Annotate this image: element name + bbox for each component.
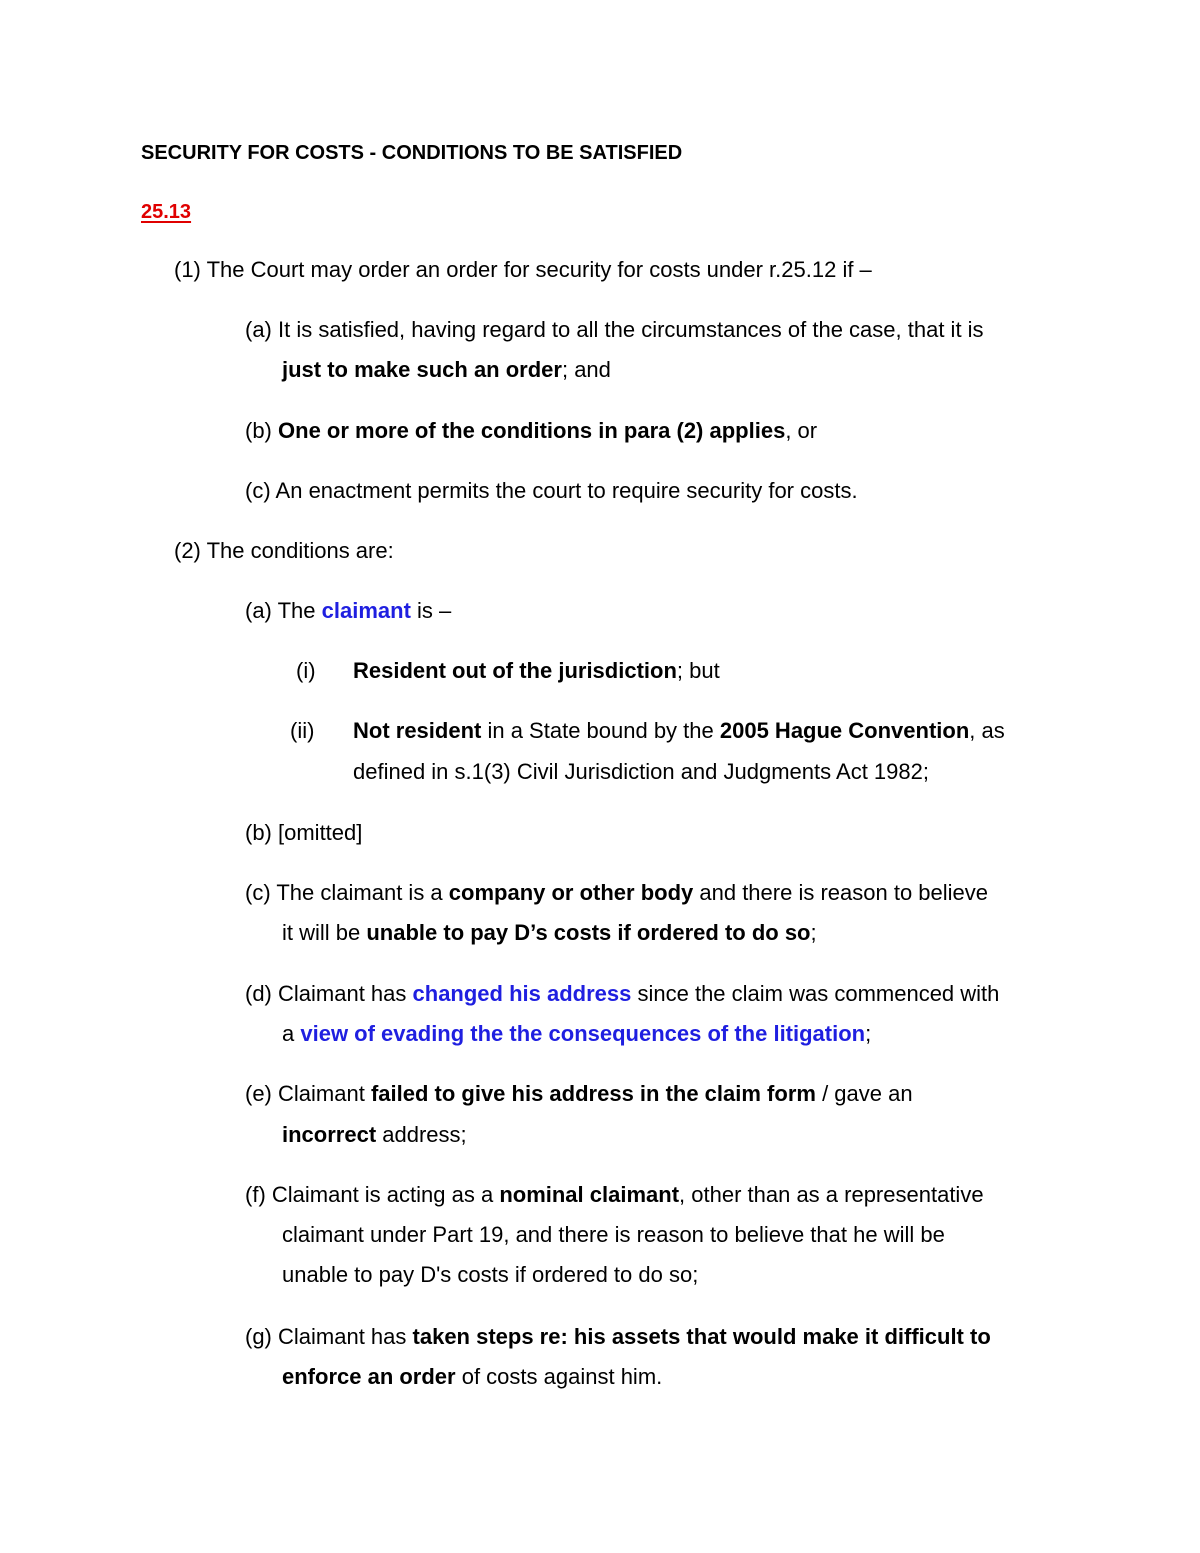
- para-2g-line-2: [282, 1364, 662, 1390]
- para-2c-line-2-tail: ;: [810, 920, 817, 945]
- para-2a-ii-line-1: [353, 718, 1005, 744]
- para-2b: [245, 820, 362, 846]
- para-2g-marker: (g): [245, 1324, 272, 1349]
- para-2c-bold-1: company or other body: [448, 880, 694, 905]
- para-2a-ii-bold-2: 2005 Hague Convention: [719, 718, 970, 743]
- rule-number-link[interactable]: 25.13: [141, 201, 192, 223]
- para-2f-bold-1: nominal claimant: [499, 1182, 680, 1207]
- para-1a-text: It is satisfied, having regard to all the circumstances of the case, that it is: [271, 317, 984, 342]
- para-2a-marker: (a): [245, 598, 272, 623]
- para-2f-mid: , other than as a representative: [679, 1182, 984, 1207]
- para-2a-ii-marker: (ii): [290, 718, 315, 743]
- para-2b-marker: (b): [245, 820, 272, 845]
- para-2f-marker: (f): [245, 1182, 266, 1207]
- para-2a-ii-mid: in a State bound by the: [481, 718, 720, 743]
- para-2a-i-bold: Resident out of the jurisdiction: [353, 658, 677, 683]
- para-2f-line-1: [245, 1182, 984, 1208]
- para-2d-pre: Claimant has: [271, 981, 413, 1006]
- para-2d-line-2: [282, 1021, 871, 1047]
- para-2d-blue-1: changed his address: [412, 981, 632, 1006]
- para-2a-i-marker: (i): [296, 658, 316, 683]
- para-2g-line-2-tail: of costs against him.: [455, 1364, 663, 1389]
- para-2d-line-2-blue: view of evading the the consequences of the litigation: [300, 1021, 866, 1046]
- para-2g-line-2-bold: enforce an order: [282, 1364, 456, 1389]
- para-2c-line-2: [282, 920, 817, 946]
- para-1c-marker: (c): [245, 478, 271, 503]
- para-2a: [245, 598, 451, 624]
- para-1b-marker: (b): [245, 418, 272, 443]
- para-2d-line-2-pre: a: [282, 1021, 301, 1046]
- para-2g-line-1: [245, 1324, 991, 1350]
- para-1-marker: (1): [174, 257, 201, 282]
- para-2f-pre: Claimant is acting as a: [265, 1182, 500, 1207]
- para-1b-bold: One or more of the conditions in para (2) applies: [278, 418, 786, 443]
- para-2a-ii-bold-1: Not resident: [353, 718, 482, 743]
- para-2a-i: [353, 658, 720, 684]
- para-2e-line-1: [245, 1081, 913, 1107]
- para-1a-line-1: [245, 317, 984, 343]
- para-2-marker: (2): [174, 538, 201, 563]
- para-2d-mid: since the claim was commenced with: [631, 981, 1000, 1006]
- document-heading: SECURITY FOR COSTS - CONDITIONS TO BE SATISFIED: [141, 142, 683, 164]
- para-2f-line-3: unable to pay D's costs if ordered to do so;: [282, 1262, 699, 1287]
- para-2e-line-2: [282, 1122, 467, 1148]
- para-1-text: The Court may order an order for security for costs under r.25.12 if –: [200, 257, 872, 282]
- para-2a-pre: The: [271, 598, 322, 623]
- para-2a-claimant-term: claimant: [321, 598, 411, 623]
- para-2e-bold-1: failed to give his address in the claim form: [370, 1081, 816, 1106]
- para-1a-bold: just to make such an order: [282, 357, 562, 382]
- para-1a-marker: (a): [245, 317, 272, 342]
- para-2c-line-2-bold: unable to pay D’s costs if ordered to do so: [366, 920, 811, 945]
- para-2b-text: [omitted]: [271, 820, 363, 845]
- para-1: [174, 257, 872, 283]
- para-1c: [245, 478, 858, 504]
- para-2a-ii-line-2: defined in s.1(3) Civil Jurisdiction and Judgments Act 1982;: [353, 759, 929, 784]
- para-2c-marker: (c): [245, 880, 271, 905]
- para-1b-tail: , or: [785, 418, 818, 443]
- para-1c-text: An enactment permits the court to require security for costs.: [270, 478, 858, 503]
- para-2c-line-2-pre: it will be: [282, 920, 367, 945]
- para-2g-bold-1: taken steps re: his assets that would make it difficult to: [412, 1324, 991, 1349]
- para-2c-line-1: [245, 880, 988, 906]
- para-2d-line-2-tail: ;: [865, 1021, 872, 1046]
- para-2e-line-2-tail: address;: [376, 1122, 467, 1147]
- para-2d-line-1: [245, 981, 999, 1007]
- para-2-text: The conditions are:: [200, 538, 394, 563]
- para-2f-line-2: claimant under Part 19, and there is reason to believe that he will be: [282, 1222, 945, 1247]
- para-2e-mid: / gave an: [815, 1081, 913, 1106]
- para-2d-marker: (d): [245, 981, 272, 1006]
- para-2: [174, 538, 394, 564]
- para-2c-mid: and there is reason to believe: [693, 880, 989, 905]
- para-2g-pre: Claimant has: [271, 1324, 413, 1349]
- para-1b: [245, 418, 817, 444]
- para-2e-line-2-bold: incorrect: [282, 1122, 377, 1147]
- para-2a-i-tail: ; but: [676, 658, 720, 683]
- para-2e-marker: (e): [245, 1081, 272, 1106]
- para-1a-line-2: [282, 357, 611, 383]
- para-2a-post: is –: [410, 598, 452, 623]
- para-2c-pre: The claimant is a: [270, 880, 449, 905]
- para-1a-tail: ; and: [561, 357, 611, 382]
- para-2a-ii-tail: , as: [969, 718, 1005, 743]
- para-2e-pre: Claimant: [271, 1081, 371, 1106]
